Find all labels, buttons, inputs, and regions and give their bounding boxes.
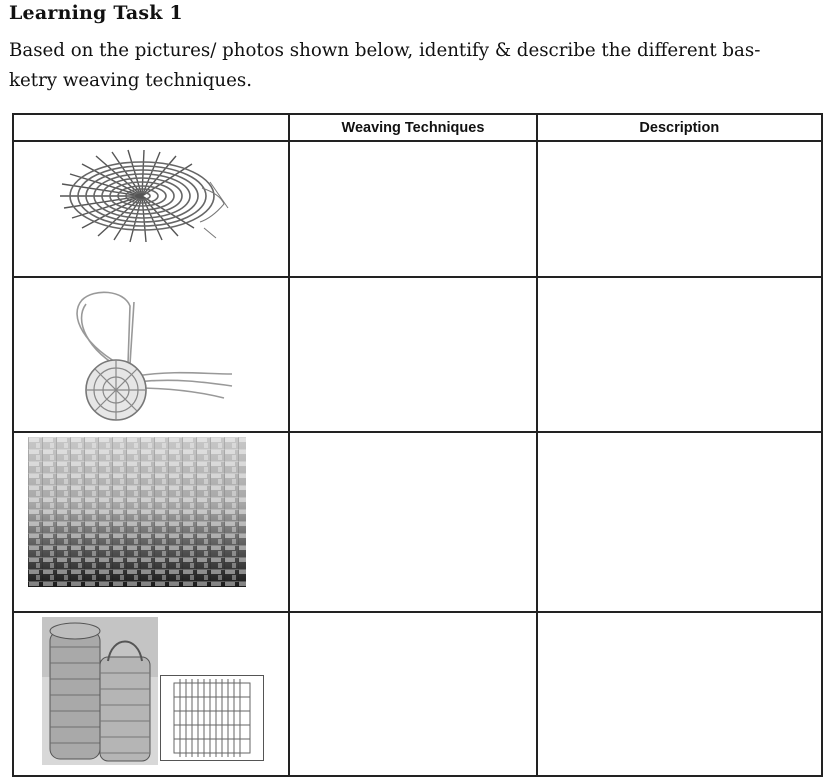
- header-description: Description: [537, 114, 822, 141]
- table-row: [13, 277, 822, 432]
- description-cell[interactable]: [537, 277, 822, 432]
- header-picture: [13, 114, 289, 141]
- plain-weave-texture-icon: [28, 437, 246, 587]
- instructions-line-1: Based on the pictures/ photos shown below, identify & describe the different bas-: [9, 40, 761, 61]
- coiled-basket-base-icon: [52, 148, 232, 244]
- instructions-line-2: ketry weaving techniques.: [9, 70, 252, 91]
- weaving-technique-cell[interactable]: [289, 277, 536, 432]
- picture-cell: [13, 141, 289, 277]
- table-row: [13, 612, 822, 776]
- task-title: Learning Task 1: [9, 2, 183, 24]
- header-weaving-techniques: Weaving Techniques: [289, 114, 536, 141]
- woven-baskets-photo-icon: [42, 617, 158, 765]
- task-instructions: [9, 36, 821, 96]
- picture-cell: [13, 612, 289, 776]
- weaving-techniques-table: [12, 113, 823, 777]
- picture-cell: [13, 432, 289, 612]
- picture-cell: [13, 277, 289, 432]
- weaving-technique-cell[interactable]: [289, 432, 536, 612]
- twill-pattern-diagram-icon: [160, 675, 264, 761]
- table-row: [13, 432, 822, 612]
- weaving-technique-cell[interactable]: [289, 612, 536, 776]
- spiral-plaiting-base-icon: [64, 286, 239, 424]
- table-header-row: [13, 114, 822, 141]
- weaving-technique-cell[interactable]: [289, 141, 536, 277]
- description-cell[interactable]: [537, 612, 822, 776]
- table-row: [13, 141, 822, 277]
- description-cell[interactable]: [537, 432, 822, 612]
- description-cell[interactable]: [537, 141, 822, 277]
